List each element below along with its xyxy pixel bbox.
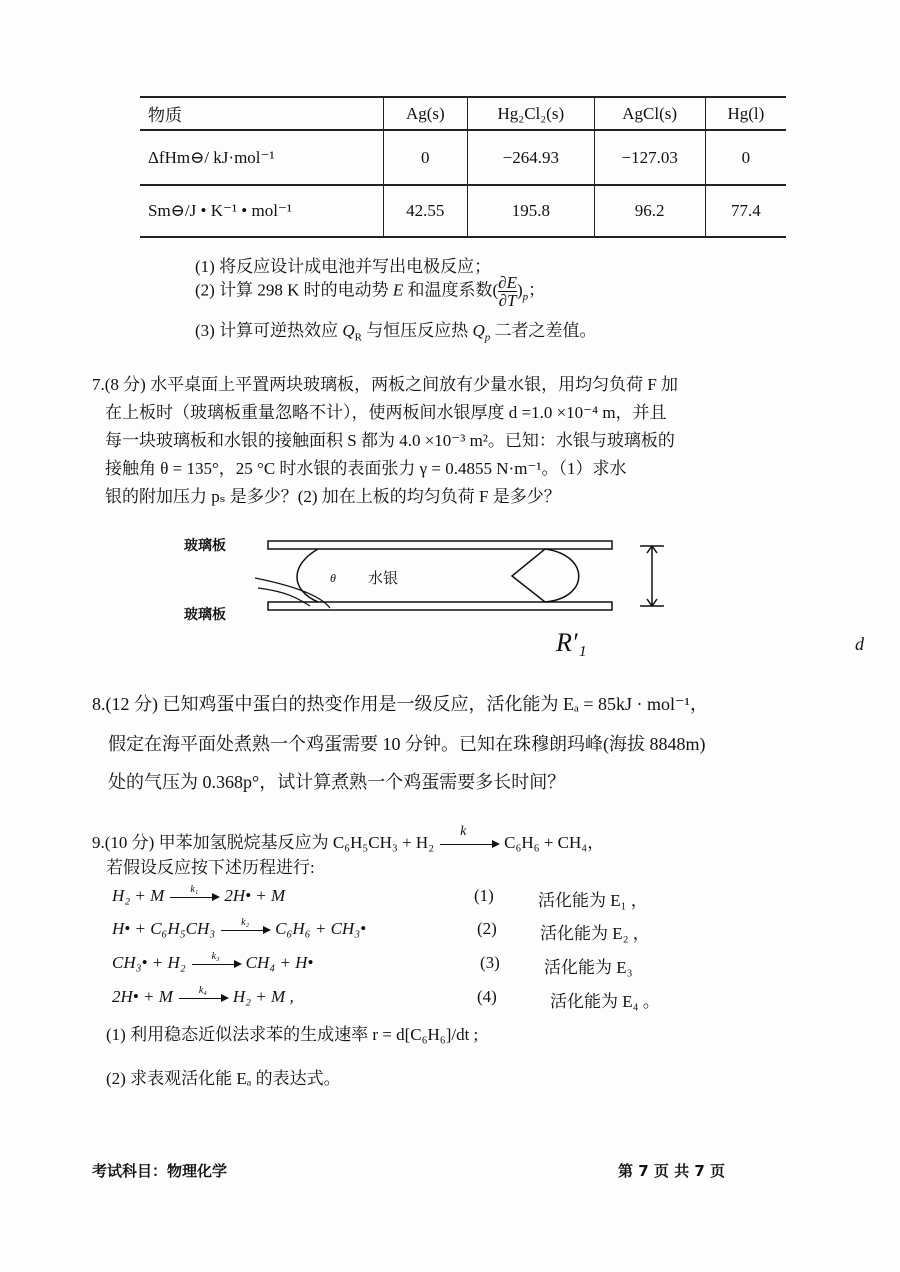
step-number: (2) bbox=[477, 919, 497, 938]
subscript-p: p bbox=[522, 290, 529, 303]
q9-part2: (2) 求表观活化能 Eₐ 的表达式。 bbox=[106, 1069, 341, 1088]
k: k₄ bbox=[198, 984, 207, 996]
table-row bbox=[140, 185, 786, 237]
q7-line: 银的附加压力 pₛ 是多少？(2) 加在上板的均匀负荷 F 是多少？ bbox=[105, 487, 561, 506]
lhs: CH₃• + H₂ bbox=[112, 953, 186, 972]
mechanism-step bbox=[112, 883, 286, 906]
text: 和温度系数 bbox=[403, 280, 493, 300]
table-header: AgCl(s) bbox=[594, 97, 705, 130]
table-cell: 77.4 bbox=[705, 185, 786, 237]
bottom-plate bbox=[268, 602, 612, 610]
row-label: ΔfHm⊖/ kJ·mol⁻¹ bbox=[148, 147, 275, 167]
mechanism-step bbox=[112, 984, 294, 1007]
rhs: C₆H₆ + CH₃• bbox=[275, 919, 367, 938]
q7-line: 7.(8 分) 水平桌面上平置两块玻璃板，两板之间放有少量水银，用均匀负荷 F 加 bbox=[92, 375, 679, 394]
text: ； bbox=[528, 280, 546, 300]
rhs: CH₄ + H• bbox=[245, 953, 314, 972]
step-ea: 活化能为 E₄ 。 bbox=[550, 992, 660, 1011]
q6-part3 bbox=[195, 316, 596, 343]
symbol: Q bbox=[472, 321, 485, 340]
top-plate bbox=[268, 541, 612, 549]
q7-line: 接触角 θ = 135°，25 °C 时水银的表面张力 γ = 0.4855 N·m⁻¹。（1）求水 bbox=[105, 459, 627, 478]
q6-part1: (1) 将反应设计成电池并写出电极反应； bbox=[195, 257, 492, 276]
text: 9.(10 分) 甲苯加氢脱烷基反应为 C₆H₅CH₃ + H₂ bbox=[92, 833, 435, 852]
bottom-plate-label: 玻璃板 bbox=[184, 607, 226, 623]
q9-intro: 若假设反应按下述历程进行: bbox=[106, 858, 315, 877]
lhs: H₂ + M bbox=[112, 886, 165, 905]
table-cell: 0 bbox=[383, 130, 467, 185]
thermo-data-table bbox=[140, 96, 786, 238]
arrow bbox=[179, 984, 227, 999]
top-plate-label: 玻璃板 bbox=[184, 538, 226, 554]
step-ea: 活化能为 E₂ ， bbox=[540, 924, 650, 943]
row-label: Sm⊖/J • K⁻¹ • mol⁻¹ bbox=[148, 201, 293, 220]
text: 二者之差值。 bbox=[490, 321, 597, 340]
reaction-arrow bbox=[440, 823, 498, 845]
q7-line: 在上板时（玻璃板重量忽略不计），使两板间水银厚度 d =1.0 ×10⁻⁴ m，并且 bbox=[105, 403, 667, 422]
angle-label: θ bbox=[330, 571, 336, 585]
arrow bbox=[221, 916, 269, 931]
rhs: 2H• + M bbox=[224, 886, 286, 905]
k: k₁ bbox=[190, 883, 199, 895]
k: k₃ bbox=[211, 950, 220, 962]
table-cell: −127.03 bbox=[594, 130, 705, 185]
lhs: 2H• + M bbox=[112, 987, 173, 1006]
denominator: ∂T bbox=[498, 291, 517, 310]
d-label: d bbox=[855, 634, 864, 654]
step-number: (1) bbox=[474, 886, 494, 905]
partial-fraction bbox=[498, 274, 517, 309]
table-header-row bbox=[140, 97, 786, 130]
rhs: H₂ + M , bbox=[232, 987, 294, 1006]
mechanism-step bbox=[112, 916, 367, 939]
subscript: R bbox=[354, 331, 362, 344]
text: C₆H₆ + CH₄， bbox=[504, 833, 605, 852]
arrow bbox=[170, 883, 218, 898]
step-number: (4) bbox=[477, 987, 497, 1006]
table-cell: 0 bbox=[705, 130, 786, 185]
table-cell: 195.8 bbox=[467, 185, 594, 237]
table-row bbox=[140, 130, 786, 185]
arrow bbox=[192, 950, 240, 965]
footer-subject: 考试科目：物理化学 bbox=[92, 1162, 228, 1180]
glass-plate-figure bbox=[0, 520, 900, 660]
text: (3) 计算可逆热效应 bbox=[195, 321, 343, 340]
table-cell: 96.2 bbox=[594, 185, 705, 237]
q9-part1: (1) 利用稳态近似法求苯的生成速率 r = d[C₆H₆]/dt ; bbox=[106, 1025, 479, 1044]
table-header: Ag(s) bbox=[383, 97, 467, 130]
q7-line: 每一块玻璃板和水银的接触面积 S 都为 4.0 ×10⁻³ m²。已知：水银与玻璃板的 bbox=[105, 431, 675, 450]
tangent-line bbox=[255, 578, 330, 608]
rate-constant: k bbox=[460, 823, 467, 839]
text: 与恒压反应热 bbox=[361, 321, 473, 340]
table-cell: −264.93 bbox=[467, 130, 594, 185]
q8-line: 8.(12 分) 已知鸡蛋中蛋白的热变作用是一级反应，活化能为 Eₐ = 85kJ · mol⁻¹， bbox=[92, 694, 708, 714]
step-ea: 活化能为 E₃ bbox=[544, 958, 633, 977]
q9-title bbox=[92, 823, 605, 853]
table-header: 物质 bbox=[148, 106, 182, 125]
subscript: p bbox=[484, 331, 491, 344]
table-cell: 42.55 bbox=[383, 185, 467, 237]
q6-part2: (2) 计算 298 K 时的电动势 E 和温度系数( $\frac{\partial E}{\partial T}$ )$_p$； bbox=[195, 273, 546, 310]
table-header: Hg(l) bbox=[705, 97, 786, 130]
symbol-e: E bbox=[392, 280, 404, 300]
table-header: Hg₂Cl₂(s) bbox=[467, 97, 594, 130]
lhs: H• + C₆H₅CH₃ bbox=[112, 919, 216, 938]
step-ea: 活化能为 E₁ ， bbox=[538, 891, 648, 910]
step-number: (3) bbox=[480, 953, 500, 972]
mercury-left-meniscus bbox=[297, 549, 318, 602]
mercury-right-meniscus bbox=[512, 549, 579, 602]
q8-line: 假定在海平面处煮熟一个鸡蛋需要 10 分钟。已知在珠穆朗玛峰(海拔 8848m) bbox=[108, 734, 706, 754]
text: (2) 计算 298 K 时的电动势 bbox=[195, 280, 393, 300]
mercury-label: 水银 bbox=[368, 569, 399, 587]
radius-label: R′₁ bbox=[556, 628, 587, 657]
q8-line: 处的气压为 0.368p°，试计算煮熟一个鸡蛋需要多长时间？ bbox=[108, 772, 566, 792]
symbol: Q bbox=[342, 321, 355, 340]
footer-page-number: 第 7 页 共 7 页 bbox=[618, 1162, 725, 1180]
k: k₂ bbox=[241, 916, 250, 928]
numerator: ∂E bbox=[498, 273, 517, 292]
mechanism-step bbox=[112, 950, 314, 973]
